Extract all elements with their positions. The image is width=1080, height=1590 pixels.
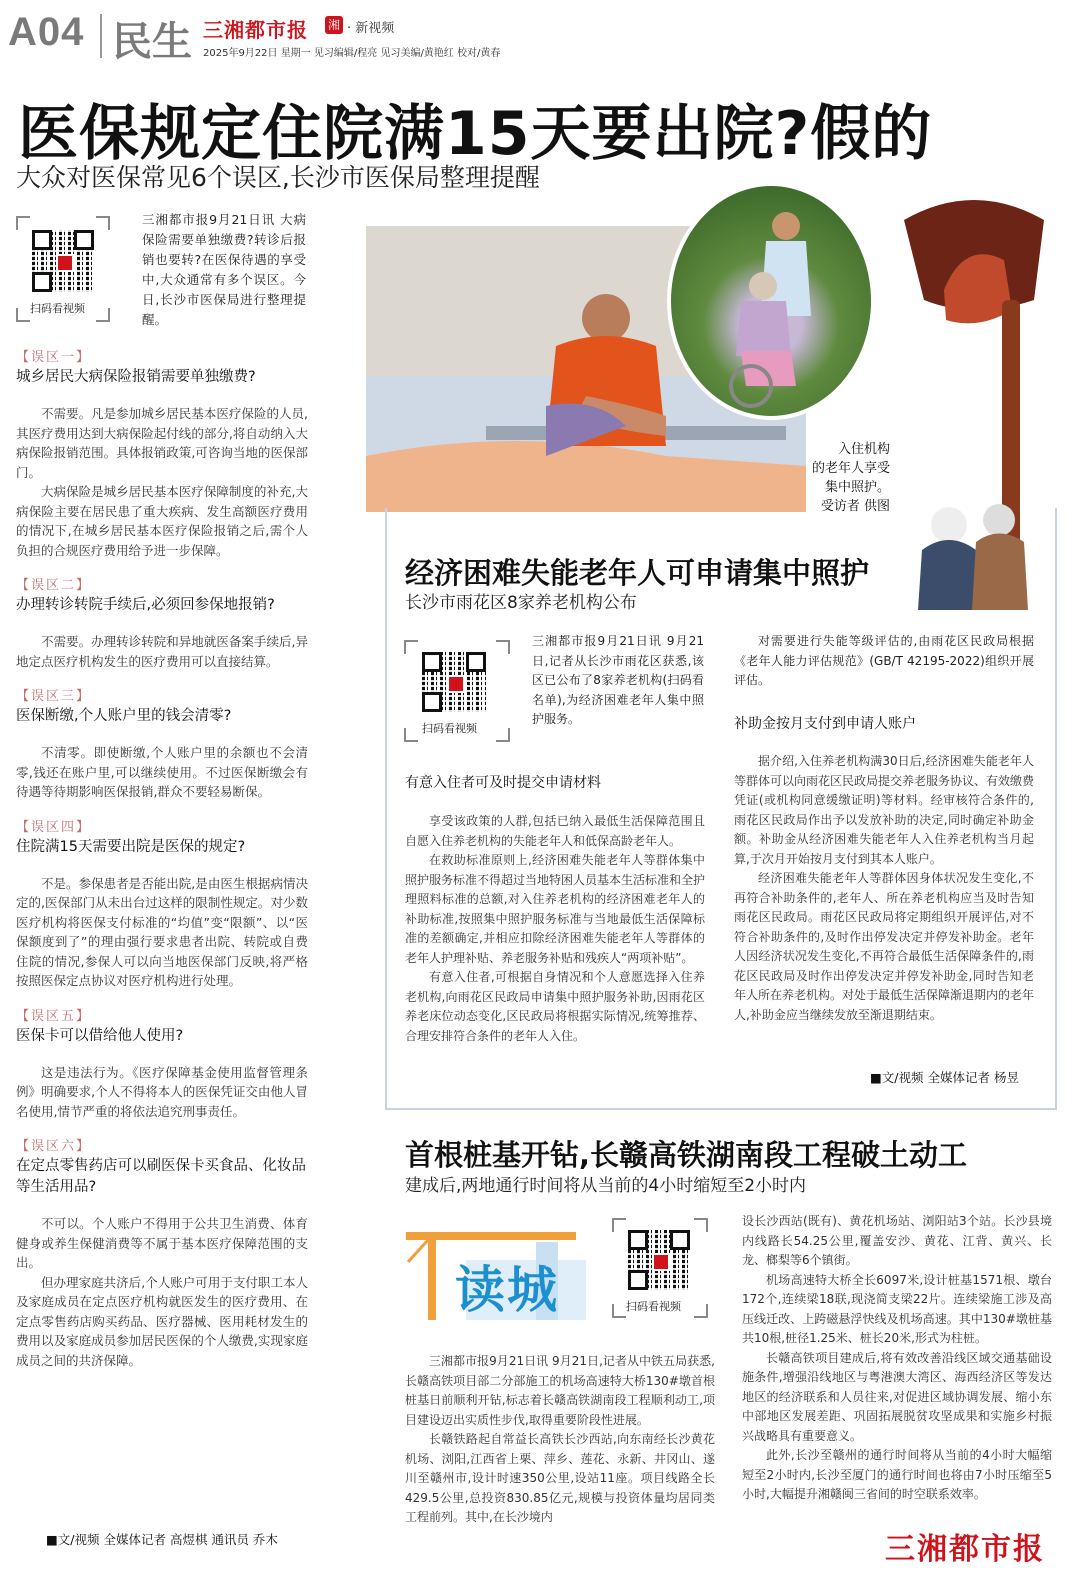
body-paragraph: 但办理家庭共济后,个人账户可用于支付职工本人及家庭成员在定点医疗机构就医发生的医疗费用、在定点零售药店购买药品、医疗器械、医用耗材发生的费用以及家庭成员参加居民医保的个人缴费,实现家庭成员之间的共济保障。 bbox=[16, 1274, 308, 1368]
myth-tag: 【误区一】 bbox=[16, 350, 92, 365]
qr-caption: 扫码看视频 bbox=[422, 722, 477, 735]
body-paragraph: 设长沙西站(既有)、黄花机场站、浏阳站3个站。长沙县境内线路长54.25公里,覆盖安沙、黄花、江背、黄兴、长龙、榔梨等6个镇街。 bbox=[742, 1214, 1052, 1267]
article2-subtitle: 长沙市雨花区8家养老机构公布 bbox=[405, 593, 637, 613]
article3-column-2 bbox=[742, 1212, 1052, 1505]
article3-title: 首根桩基开钻,长赣高铁湖南段工程破土动工 bbox=[405, 1138, 968, 1172]
myth-item bbox=[16, 1005, 308, 1122]
read-city-label: 读城 bbox=[455, 1261, 559, 1319]
body-paragraph: 长赣铁路起自常益长高铁长沙西站,向东南经长沙黄花机场、浏阳,江西省上栗、萍乡、莲花、永新、井冈山、遂川至赣州市,设计时速350公里,设站11座。项目线路全长429.5公里,总投资830.85亿元,规模与投资体量均居同类工程前列。其中,在长沙境内 bbox=[405, 1432, 715, 1524]
myth-tag: 【误区六】 bbox=[16, 1139, 92, 1154]
body-paragraph: 长赣高铁项目建成后,将有效改善沿线区域交通基础设施条件,增强沿线地区与粤港澳大湾区、海西经济区等发达地区的经济联系和人员往来,对促进区域协调发展、缩小东中部地区发展差距、巩固拓展脱贫攻坚成果和实施乡村振兴战略具有重要意义。 bbox=[742, 1350, 1052, 1443]
myth-tag: 【误区五】 bbox=[16, 1008, 92, 1024]
article1-subtitle: 大众对医保常见6个误区,长沙市医保局整理提醒 bbox=[16, 163, 540, 192]
article2-column-1 bbox=[405, 812, 705, 1046]
myth-item bbox=[16, 1135, 308, 1370]
page-number: A04 bbox=[8, 10, 85, 54]
body-paragraph: 据介绍,入住养老机构满30日后,经济困难失能老年人等群体可以向雨花区民政局提交养老服务协议、有效缴费凭证(或机构同意缓缴证明)等材料。经审核符合条件的,雨花区民政局作出予以发放补助的决定,同时确定补助金额。补助金从经济困难失能老年人入住养老机构当月起算,于次月开始按月支付到其本人账户。 bbox=[734, 754, 1035, 866]
photo-caption: 入住机构 的老年人享受 集中照护。 受访者 供图 bbox=[812, 442, 891, 514]
body-paragraph: 大病保险是城乡居民基本医疗保障制度的补充,大病保险主要在居民患了重大疾病、发生高额医疗费用的情况下,在城乡居民基本医疗保险报销之后,需个人负担的合规医疗费用给予进一步保障。 bbox=[16, 484, 308, 558]
myth-list bbox=[16, 346, 308, 1384]
body-paragraph: 此外,长沙至赣州的通行时间将从当前的4小时大幅缩短至2小时内,长沙至厦门的通行时间也将由7小时压缩至5小时,大幅提升湘赣闽三省间的时空联系效率。 bbox=[742, 1448, 1052, 1501]
myth-item bbox=[16, 685, 308, 802]
myth-tag: 【误区三】 bbox=[16, 689, 92, 704]
qr-code-icon[interactable] bbox=[628, 1230, 690, 1290]
myth-item bbox=[16, 574, 308, 671]
article3-subtitle: 建成后,两地通行时间将从当前的4小时缩短至2小时内 bbox=[405, 1176, 807, 1196]
body-paragraph: 享受该政策的人群,包括已纳入最低生活保障范围且自愿入住养老机构的失能老年人和低保高龄老年人。 bbox=[405, 814, 705, 848]
article2-subhead-1: 有意入住者可及时提交申请材料 bbox=[405, 775, 601, 791]
article1-title: 医保规定住院满15天要出院?假的 bbox=[18, 99, 933, 169]
article2-title: 经济困难失能老年人可申请集中照护 bbox=[405, 556, 870, 590]
myth-question: 医保卡可以借给他人使用? bbox=[16, 1027, 184, 1044]
body-paragraph: 三湘都市报9月21日讯 9月21日,记者从中铁五局获悉,长赣高铁项目部二分部施工的机场高速特大桥130#墩首根桩基日前顺利开钻,标志着长赣高铁湖南段工程顺利动工,项目建设迈出实质性步伐,取得重要阶段性进展。 bbox=[405, 1354, 715, 1427]
article2-column-2 bbox=[734, 752, 1034, 1025]
body-paragraph: 在救助标准原则上,经济困难失能老年人等群体集中照护服务标准不得超过当地特困人员基本生活标准和全护理照料标准的总额,对入住养老机构的经济困难老年人的补助标准,按照集中照护服务标准与当地最低生活保障标准的差额确定,并相应扣除经济困难失能老年人等群体的老年人护理补贴、养老服务补贴和残疾人“两项补贴”。 bbox=[405, 853, 706, 965]
body-paragraph: 不清零。即使断缴,个人账户里的余额也不会清零,钱还在账户里,可以继续使用。不过医保断缴会有待遇等待期影响医保报销,群众不要轻易断保。 bbox=[16, 745, 308, 799]
myth-tag: 【误区四】 bbox=[16, 819, 92, 835]
myth-question: 城乡居民大病保险报销需要单独缴费? bbox=[16, 369, 256, 385]
article1-byline: ■文/视频 全媒体记者 高煜棋 通讯员 乔木 bbox=[46, 1532, 278, 1547]
qr-code-icon[interactable] bbox=[32, 230, 94, 292]
body-paragraph: 不需要。办理转诊转院和异地就医备案手续后,异地定点医疗机构发生的医疗费用可以直接结算。 bbox=[16, 634, 308, 669]
myth-question: 住院满15天需要出院是医保的规定? bbox=[16, 838, 246, 855]
newspaper-brand: 三湘都市报 bbox=[203, 18, 308, 42]
qr-caption: 扫码看视频 bbox=[30, 302, 85, 315]
body-paragraph: 不是。参保患者是否能出院,是由医生根据病情决定的,医保部门从未出台过这样的限制性规定。对少数医疗机构将医保支付标准的“均值”变“限额”、以“医保额度到了”的理由强行要求患者出院、转院或自费住院的情况,参保人可以向当地医保部门反映,将严格按照医保定点协议对医疗机构进行处理。 bbox=[16, 875, 308, 988]
body-paragraph: 不需要。凡是参加城乡居民基本医疗保险的人员,其医疗费用达到大病保险起付线的部分,将自动纳入大病保险报销范围。具体报销政策,可咨询当地的医保部门。 bbox=[16, 406, 308, 480]
section-name: 民生 bbox=[112, 19, 192, 65]
article2-lead: 三湘都市报9月21日讯 9月21日,记者从长沙市雨花区获悉,该区已公布了8家养老机构(扫码看名单),为经济困难老年人集中照护服务。 bbox=[532, 634, 704, 726]
article2-col2-top: 对需要进行失能等级评估的,由雨花区民政局根据《老年人能力评估规范》(GB/T 42195-2022)组织开展评估。 bbox=[734, 634, 1034, 687]
myth-tag: 【误区二】 bbox=[16, 578, 92, 593]
dateline: 2025年9月22日 星期一 见习编辑/程亮 见习美编/黄艳红 校对/黄春 bbox=[203, 48, 501, 59]
myth-item bbox=[16, 816, 308, 991]
brand-logo-icon: 湘 bbox=[325, 16, 343, 34]
myth-item bbox=[16, 346, 308, 560]
body-paragraph: 有意入住者,可根据自身情况和个人意愿选择入住养老机构,向雨花区民政局申请集中照护服务补助,因雨花区养老床位动态变化,区民政局将根据实际情况,统筹推荐、合理安排符合条件的老年人入住。 bbox=[405, 970, 705, 1043]
article2-subhead-2: 补助金按月支付到申请人账户 bbox=[734, 716, 916, 732]
body-paragraph: 机场高速特大桥全长6097米,设计桩基1571根、墩台172个,连续梁18联,现浇简支梁22片。连续梁施工涉及高压线迁改、上跨磁悬浮快线及机场高速。其中130#墩桩基共10根,桩径1.25米、桩长20米,形式为柱桩。 bbox=[742, 1272, 1052, 1345]
body-paragraph: 这是违法行为。《医疗保障基金使用监督管理条例》明确要求,个人不得将本人的医保凭证交由他人冒名使用,情节严重的将依法追究刑事责任。 bbox=[16, 1064, 308, 1119]
article3-column-1 bbox=[405, 1352, 715, 1528]
myth-question: 医保断缴,个人账户里的钱会清零? bbox=[16, 708, 232, 724]
qr-code-icon[interactable] bbox=[422, 652, 486, 712]
myth-question: 办理转诊转院手续后,必须回参保地报销? bbox=[16, 597, 275, 613]
wheelchair-photo bbox=[667, 182, 875, 420]
article2-byline: ■文/视频 全媒体记者 杨昱 bbox=[870, 1070, 1019, 1085]
qr-frame bbox=[16, 216, 110, 322]
brand-sub: · 新视频 bbox=[347, 21, 395, 36]
myth-question: 在定点零售药店可以刷医保卡买食品、化妆品等生活用品? bbox=[16, 1158, 306, 1195]
article1-lead: 三湘都市报9月21日讯 大病保险需要单独缴费?转诊后报销也要转?在医保待遇的享受中,大众通常有多个误区。今日,长沙市医保局进行整理提醒。 bbox=[142, 212, 306, 327]
qr-caption: 扫码看视频 bbox=[626, 1300, 681, 1313]
qr-frame bbox=[404, 640, 510, 742]
header-divider bbox=[100, 14, 102, 58]
body-paragraph: 经济困难失能老年人等群体因身体状况发生变化,不再符合补助条件的,老年人、所在养老机构应当及时告知雨花区民政局。雨花区民政局将定期组织开展评估,对不符合补助条件的,及时作出停发决定并停发补助金。老年人因经济状况发生变化,不再符合最低生活保障条件的,雨花区民政局及时作出停发决定并停发补助金,同时告知老年人所在养老机构。对处于最低生活保障渐退期内的老年人,补助金应当继续发放至渐退期结束。 bbox=[734, 871, 1035, 1022]
qr-frame bbox=[612, 1218, 708, 1318]
body-paragraph: 不可以。个人账户不得用于公共卫生消费、体育健身或养生保健消费等不属于基本医疗保障范围的支出。 bbox=[16, 1216, 308, 1270]
footer-brand-logo: 三湘都市报 bbox=[885, 1532, 1045, 1567]
